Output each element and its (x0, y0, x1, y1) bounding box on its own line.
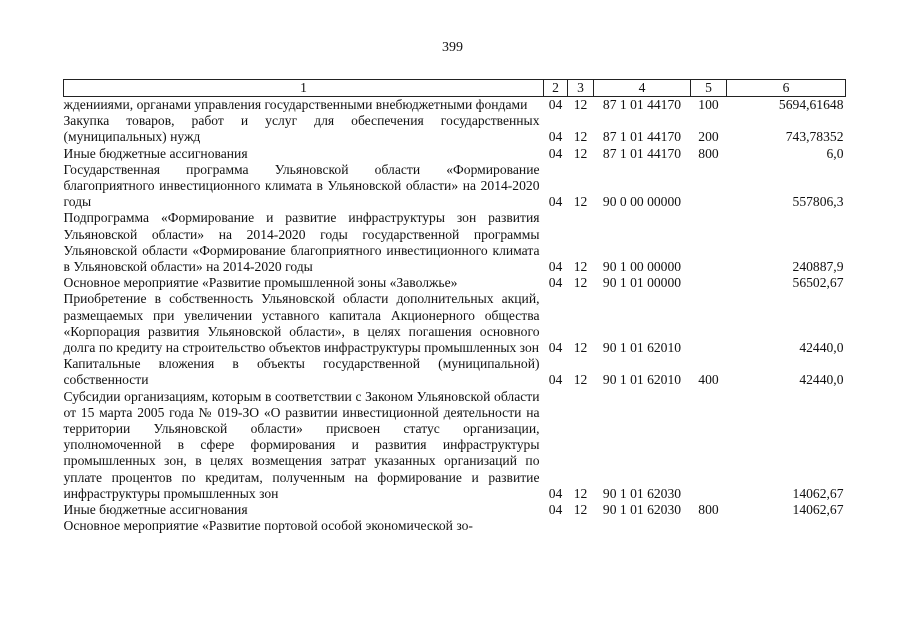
row-description: Приобретение в собственность Ульяновской области дополнительных акций, размещаемых при увеличении уставного капитала Акционерного общества «Корпорация развития Ульяновской области», в целях погашения основного долга по кредиту на строительство объектов инфраструктуры промышленных зон (63, 291, 540, 356)
row-expense-type: 200 (698, 129, 719, 145)
row-amount: 240887,9 (792, 259, 844, 275)
row-subsection: 12 (573, 97, 588, 112)
row-amount (727, 518, 846, 534)
table-row (64, 275, 846, 291)
table-row (64, 113, 846, 145)
row-section: 04 (548, 259, 563, 275)
row-section: 04 (548, 194, 563, 210)
row-expense-type (691, 389, 727, 502)
row-amount: 557806,3 (792, 194, 844, 210)
table-row (64, 291, 846, 356)
row-amount: 56502,67 (792, 275, 844, 291)
row-section: 04 (548, 129, 563, 145)
row-amount: 6,0 (826, 145, 844, 161)
row-description: Иные бюджетные ассигнования (63, 502, 248, 518)
table-row (64, 162, 846, 211)
row-section (544, 518, 568, 534)
row-description: Иные бюджетные ассигнования (63, 145, 248, 161)
row-description: Государственная программа Ульяновской области «Формирование благоприятного инвестиционного климата в Ульяновской области» на 2014-2020 годы (63, 161, 540, 210)
row-target-code (594, 518, 691, 534)
budget-table (63, 79, 846, 534)
table-row (64, 210, 846, 275)
row-description: Основное мероприятие «Развитие портовой особой экономической зо- (63, 518, 473, 534)
row-target-code: 90 1 01 62010 (602, 340, 682, 356)
row-expense-type (691, 210, 727, 275)
row-amount: 743,78352 (785, 129, 844, 145)
row-subsection: 12 (573, 145, 588, 161)
table-header (64, 80, 846, 97)
header-col-2: 2 (544, 80, 568, 97)
row-target-code: 87 1 01 44170 (602, 97, 682, 112)
header-col-6: 6 (727, 80, 846, 97)
row-description: Основное мероприятие «Развитие промышленной зоны «Заволжье» (63, 275, 458, 291)
row-description: Капитальные вложения в объекты государственной (муниципальной) собственности (63, 356, 540, 388)
row-expense-type (691, 518, 727, 534)
table-row (64, 389, 846, 502)
row-subsection: 12 (573, 259, 588, 275)
table-row (64, 502, 846, 518)
row-expense-type: 400 (698, 372, 719, 388)
table-row (64, 518, 846, 534)
header-col-3: 3 (568, 80, 594, 97)
row-section: 04 (548, 275, 563, 291)
header-col-5: 5 (691, 80, 727, 97)
row-expense-type: 100 (698, 97, 719, 112)
page-number: 399 (442, 40, 463, 55)
row-target-code: 90 1 00 00000 (602, 259, 682, 275)
row-expense-type (691, 291, 727, 356)
row-description: жденииями, органами управления государственными внебюджетными фондами (63, 97, 528, 112)
header-col-4: 4 (594, 80, 691, 97)
row-description: Субсидии организациям, которым в соответствии с Законом Ульяновской области от 15 марта 2005 года № 019-ЗО «О развитии инвестиционной деятельности на территории Ульяновской области» присвоен статус организации, уполномоченной в сфере формирования и развития инфраструктуры промышленных зон, в целях возмещения затрат указанных организаций по уплате процентов по кредитам, полученным на формирование и развитие инфраструктуры промышленных зон (63, 388, 540, 501)
row-target-code: 87 1 01 44170 (602, 129, 682, 145)
row-section: 04 (548, 97, 563, 112)
table-row (64, 97, 846, 114)
row-subsection: 12 (573, 340, 588, 356)
table-body (64, 97, 846, 535)
row-target-code: 90 1 01 62030 (602, 502, 682, 518)
row-expense-type: 800 (698, 145, 719, 161)
row-section: 04 (548, 145, 563, 161)
table-row (64, 356, 846, 388)
row-subsection: 12 (573, 372, 588, 388)
row-expense-type (691, 162, 727, 211)
row-target-code: 90 0 00 00000 (602, 194, 682, 210)
row-subsection: 12 (573, 129, 588, 145)
row-description: Подпрограмма «Формирование и развитие инфраструктуры зон развития Ульяновской области» на 2014-2020 годы государственной программы Ульяновской области «Формирование благоприятного инвестиционного климата в Ульяновской области» на 2014-2020 годы (63, 210, 540, 275)
row-section: 04 (548, 502, 563, 518)
row-target-code: 90 1 01 62010 (602, 372, 682, 388)
header-row (64, 80, 846, 97)
row-amount: 14062,67 (792, 485, 844, 501)
table-row (64, 146, 846, 162)
row-subsection: 12 (573, 275, 588, 291)
row-subsection: 12 (573, 502, 588, 518)
row-target-code: 87 1 01 44170 (602, 145, 682, 161)
row-amount: 14062,67 (792, 502, 844, 518)
row-amount: 42440,0 (799, 340, 844, 356)
row-subsection (568, 518, 594, 534)
row-section: 04 (548, 485, 563, 501)
row-section: 04 (548, 372, 563, 388)
row-description: Закупка товаров, работ и услуг для обеспечения государственных (муниципальных) нужд (63, 113, 540, 145)
row-expense-type (691, 275, 727, 291)
row-amount: 5694,61648 (778, 97, 844, 112)
row-subsection: 12 (573, 194, 588, 210)
row-section: 04 (548, 340, 563, 356)
row-subsection: 12 (573, 485, 588, 501)
row-amount: 42440,0 (799, 372, 844, 388)
row-target-code: 90 1 01 62030 (602, 485, 682, 501)
row-expense-type: 800 (698, 502, 719, 518)
row-target-code: 90 1 01 00000 (602, 275, 682, 291)
header-col-1: 1 (64, 80, 544, 97)
